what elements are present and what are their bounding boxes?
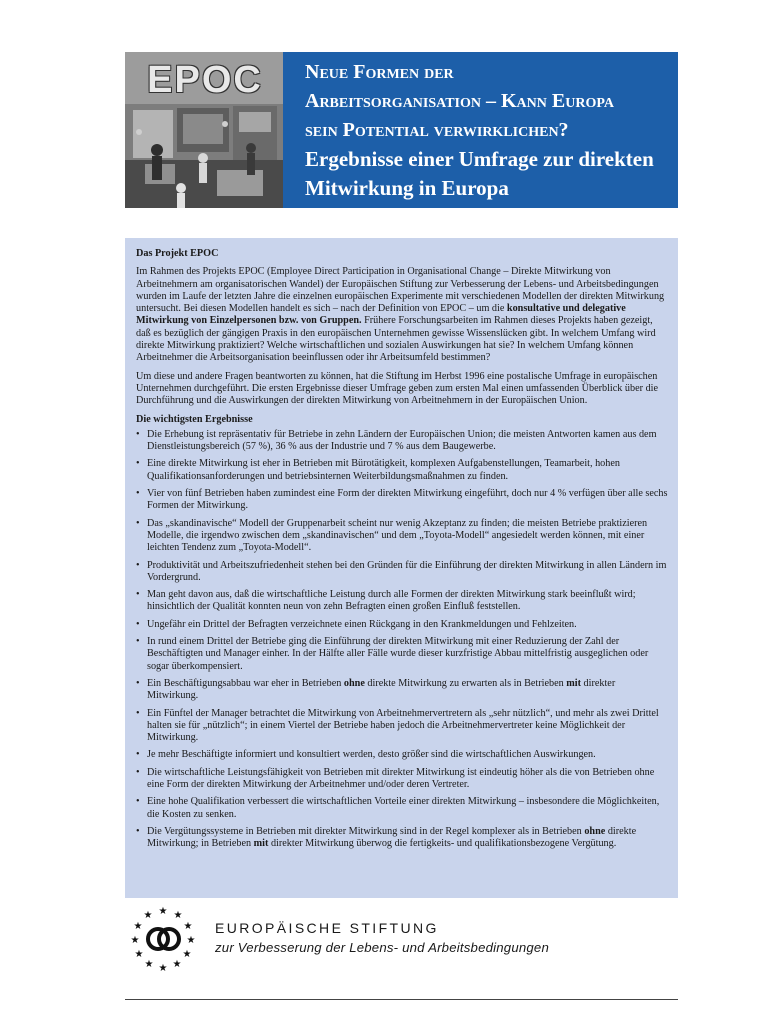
project-paragraph-1-end: Frühere Forschungsarbeiten im Rahmen dieses Projekts haben gezeigt, daß es bezüglich der gängigen Praxis in den europäischen Unternehmen gewisse Wissenslücken gibt. In welchem Umfang wird direkte Mitwirkung praktiziert? Welche wirtschaftlichen und sozialen Auswirkungen hat sie? In welchem Umfang können Arbeitnehmer die Arbeitsorganisation beeinflussen oder ihr Arbeitsumfeld bestimmen?	[136, 315, 656, 364]
list-item	[136, 518, 668, 555]
subtitle-line-1: Ergebnisse einer Umfrage zur direkten	[305, 147, 654, 171]
list-item	[136, 488, 668, 513]
list-item-text	[147, 678, 615, 701]
svg-text:★: ★	[144, 959, 154, 970]
bold-run: ohne	[584, 825, 606, 837]
list-item-text: Produktivität und Arbeitszufriedenheit stehen bei den Gründen für die Einführung der direkten Mitwirkung in allen Ländern im Vordergrund.	[147, 559, 667, 583]
svg-text:★: ★	[158, 906, 168, 917]
list-item	[136, 619, 668, 631]
list-item	[136, 429, 668, 454]
project-paragraph-1-bold: konsultative und delegative Mitwirkung von Einzelpersonen bzw. von Gruppen.	[136, 303, 626, 327]
results-list	[136, 429, 668, 851]
list-item-text: Eine hohe Qualifikation verbessert die wirtschaftlichen Vorteile einer direkten Mitwirkung – insbesondere die Möglichkeiten, die Kosten zu senken.	[147, 796, 660, 820]
svg-text:★: ★	[186, 935, 196, 946]
bullet-icon: •	[136, 707, 140, 719]
text-run: Ein Beschäftigungsabbau war eher in Betrieben	[147, 677, 344, 689]
svg-text:★: ★	[158, 963, 168, 971]
epoc-logo: EPOC	[147, 59, 263, 101]
bullet-icon: •	[136, 589, 140, 601]
text-run: direkter Mitwirkung überwog die fertigkeits- und qualifikationsbezogene Vergütung.	[268, 838, 617, 850]
list-item-text: Das „skandinavische“ Modell der Gruppenarbeit scheint nur wenig Akzeptanz zu finden; die meisten Betriebe praktizieren Modelle, die irgendwo zwischen dem „skandinavischen“ und dem „Toyota-Modell“ angesiedelt werden können, mit einer leichten Tendenz zum „Toyota-Modell“.	[147, 517, 648, 554]
list-item	[136, 636, 668, 673]
svg-text:★: ★	[143, 910, 153, 921]
project-paragraph-2: Um diese und andere Fragen beantworten zu können, hat die Stiftung im Herbst 1996 eine postalische Umfrage in europäischen Unternehmen durchgeführt. Die ersten Ergebnisse dieser Umfrage geben zum ersten Mal einen umfassenden Überblick über die Durchführung und die Auswirkungen der direkten Mitwirkung von Arbeitnehmern in der Europäischen Union.	[136, 370, 659, 407]
text-run: direkter Mitwirkung.	[147, 677, 616, 702]
bullet-icon: •	[136, 825, 140, 837]
list-item-text	[147, 826, 636, 849]
title-line-2: Arbeitsorganisation – Kann Europa	[305, 90, 614, 112]
project-paragraph-1-start: Im Rahmen des Projekts EPOC (Employee Direct Participation in Organisational Change – Direkte Mitwirkung von Arbeitnehmern am organisatorischen Wandel) der Europäischen Stiftung zur Verbesserung der Lebens- und Arbeitsbedingungen wurden im Laufe der letzten Jahre die einzelnen europäischen Experimente mit verschiedenen Modellen der direkten Mitwirkung untersucht. Bei diesen Modellen handelt es sich – nach der Definition von EPOC – um die	[136, 266, 665, 315]
footer-divider	[125, 999, 678, 1000]
svg-text:★: ★	[133, 921, 143, 932]
list-item-text: Vier von fünf Betrieben haben zumindest eine Form der direkten Mitwirkung eingeführt, doch nur 4 % verfügen über alle sechs Formen der Mitwirkung.	[147, 488, 668, 512]
stars-circle-logo-icon	[130, 905, 196, 971]
subtitle-line-2: Mitwirkung in Europa	[305, 176, 509, 200]
list-item-text: Die Erhebung ist repräsentativ für Betriebe in zehn Ländern der Europäischen Union; die meisten Antworten kamen aus dem Dienstleistungsbereich (57 %), 36 % aus der Industrie und 7 % aus dem Baugewerbe.	[147, 428, 657, 453]
list-item-text: Ein Fünftel der Manager betrachtet die Mitwirkung von Arbeitnehmervertretern als „sehr nützlich“, und mehr als zwei Drittel halten sie für „nützlich“; in einem Viertel der Betriebe haben jedoch die Arbeitnehmervertreter keine Möglichkeit der Mitwirkung.	[147, 707, 659, 744]
bullet-icon: •	[136, 766, 140, 778]
svg-text:★: ★	[172, 959, 182, 970]
bullet-icon: •	[136, 796, 140, 808]
title-box	[283, 52, 678, 208]
bullet-icon: •	[136, 618, 140, 630]
svg-text:★: ★	[182, 949, 192, 960]
bullet-icon: •	[136, 488, 140, 500]
svg-text:★: ★	[130, 935, 140, 946]
list-item	[136, 708, 668, 745]
title-line-1: Neue Formen der	[305, 61, 454, 83]
text-run: Die Vergütungssysteme in Betrieben mit direkter Mitwirkung sind in der Regel komplexer als in Betrieben	[147, 825, 585, 837]
bullet-icon: •	[136, 458, 140, 470]
svg-text:★: ★	[183, 921, 193, 932]
text-run: direkte Mitwirkung; in Betrieben	[147, 825, 637, 850]
bullet-icon: •	[136, 677, 140, 689]
bullet-icon: •	[136, 749, 140, 761]
project-paragraph-1	[136, 266, 668, 364]
bold-run: mit	[253, 838, 269, 850]
bullet-icon: •	[136, 428, 140, 440]
list-item	[136, 589, 668, 614]
list-item	[136, 767, 668, 792]
svg-text:★: ★	[134, 949, 144, 960]
text-run: direkte Mitwirkung zu erwarten als in Betrieben	[364, 677, 567, 689]
list-item-text: Je mehr Beschäftigte informiert und konsultiert werden, desto größer sind die wirtschaftlichen Auswirkungen.	[147, 749, 596, 761]
project-heading: Das Projekt EPOC	[136, 248, 219, 259]
title-line-3: sein Potential verwirklichen?	[305, 119, 569, 141]
foundation-name: EUROPÄISCHE STIFTUNG	[215, 920, 439, 936]
epoc-cover-image	[125, 52, 283, 208]
bold-run: mit	[566, 677, 581, 689]
list-item-text: Eine direkte Mitwirkung ist eher in Betrieben mit Bürotätigkeit, komplexen Aufgabenstellungen, Teamarbeit, hohen Qualifikationsanforderungen und betriebsinternen Weiterbildungsmaßnahmen zu finden.	[147, 458, 620, 482]
list-item	[136, 458, 668, 483]
content-panel	[125, 238, 678, 898]
bullet-icon: •	[136, 517, 140, 529]
list-item-text: Die wirtschaftliche Leistungsfähigkeit von Betrieben mit direkter Mitwirkung ist eindeutig höher als die von Betrieben ohne eine Form der direkten Mitwirkung der Arbeitnehmer und/oder deren Vertreter.	[147, 766, 655, 790]
list-item	[136, 678, 668, 703]
list-item	[136, 749, 668, 761]
bullet-icon: •	[136, 559, 140, 571]
results-heading: Die wichtigsten Ergebnisse	[136, 413, 253, 425]
list-item-text: In rund einem Drittel der Betriebe ging die Einführung der direkten Mitwirkung mit einer Reduzierung der Zahl der Beschäftigten und Manager einher. In der Hälfte aller Fälle wurde dieser kurzfristige Abbau mittelfristig ausgeglichen oder sogar überkompensiert.	[147, 636, 649, 672]
bullet-icon: •	[136, 636, 140, 648]
list-item	[136, 826, 668, 851]
list-item	[136, 796, 668, 821]
list-item	[136, 560, 668, 585]
foundation-tagline: zur Verbesserung der Lebens- und Arbeitsbedingungen	[215, 940, 550, 955]
bold-run: ohne	[343, 677, 365, 689]
list-item-text: Man geht davon aus, daß die wirtschaftliche Leistung durch alle Formen der direkten Mitwirkung stark beeinflußt wird; hinsichtlich der Qualität konnten neun von zehn Befragten einen großen Einfluß feststellen.	[147, 589, 636, 613]
list-item-text: Ungefähr ein Drittel der Befragten verzeichnete einen Rückgang in den Krankmeldungen und Fehlzeiten.	[147, 618, 577, 630]
svg-text:★: ★	[173, 910, 183, 921]
